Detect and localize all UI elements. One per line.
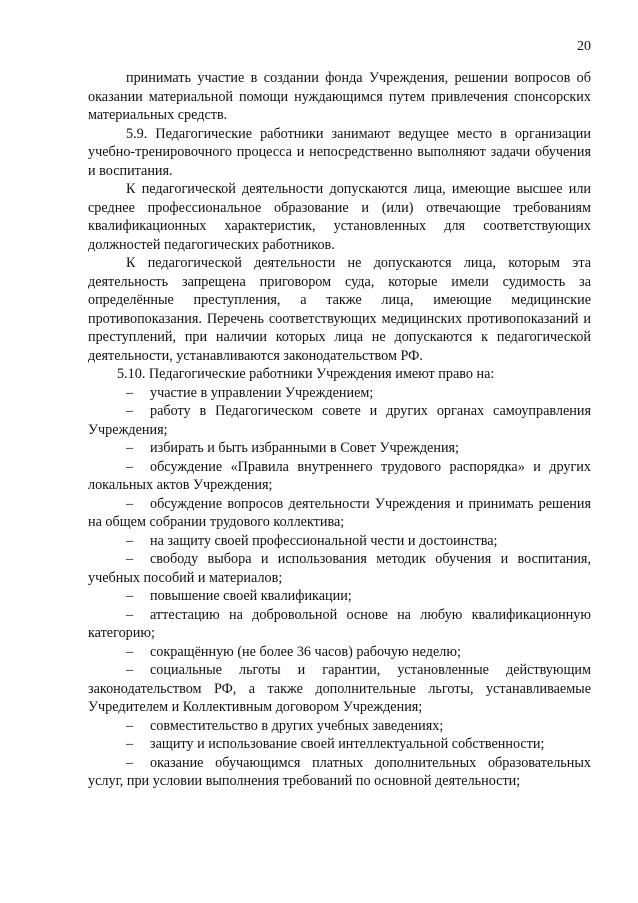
list-item: [88, 717, 591, 736]
list-item-text: защиту и использование своей интеллектуальной собственности;: [150, 736, 545, 752]
dash-bullet: –: [126, 440, 134, 456]
paragraph-restrictions: К педагогической деятельности не допускаются лица, которым эта деятельность запрещена приговором суда, которые имели судимость за определённые преступления, а также лица, имеющие медицинские противопоказания. Перечень соответствующих медицинских противопоказаний и преступлений, при наличии которых лица не допускаются к педагогической деятельности, устанавливаются законодательством РФ.: [88, 255, 591, 364]
list-item-text: социальные льготы и гарантии, установленные действующим законодательством РФ, а также дополнительные льготы, устанавливаемые Учредителем и Коллективным договором Учреждения;: [88, 662, 591, 715]
list-item: [88, 384, 591, 403]
list-item: [88, 532, 591, 551]
dash-bullet: –: [126, 588, 134, 604]
list-item: [88, 754, 591, 791]
dash-bullet: –: [126, 551, 134, 567]
list-item-text: сокращённую (не более 36 часов) рабочую неделю;: [150, 643, 461, 660]
list-item-text: свободу выбора и использования методик обучения и воспитания, учебных пособий и материалов;: [88, 551, 591, 586]
dash-bullet: –: [126, 643, 134, 660]
dash-bullet: –: [126, 717, 134, 734]
list-item-text: обсуждение вопросов деятельности Учреждения и принимать решения на общем собрании трудового коллектива;: [88, 495, 591, 530]
list-item-text: обсуждение «Правила внутреннего трудового распорядка» и других локальных актов Учреждения;: [88, 458, 591, 493]
dash-bullet: –: [126, 384, 134, 401]
list-item: [88, 402, 591, 439]
list-item-text: на защиту своей профессиональной чести и достоинства;: [150, 532, 498, 549]
list-item-text: совместительство в других учебных заведениях;: [150, 717, 444, 734]
list-item-text: избирать и быть избранными в Совет Учреждения;: [150, 440, 460, 456]
paragraph-admission: К педагогической деятельности допускаются лица, имеющие высшее или среднее профессиональное образование и (или) отвечающие требованиям квалификационных характеристик, установленных для соответствующих должностей педагогических работников.: [88, 181, 591, 253]
paragraph-continuation: принимать участие в создании фонда Учреждения, решении вопросов об оказании материальной помощи нуждающимся путем привлечения спонсорских материальных средств.: [88, 70, 591, 123]
paragraph-5-9: 5.9. Педагогические работники занимают ведущее место в организации учебно-тренировочного процесса и непосредственно выполняют задачи обучения и воспитания.: [88, 125, 591, 179]
dash-bullet: –: [126, 754, 134, 771]
list-item: [88, 439, 591, 458]
dash-bullet: –: [126, 532, 134, 549]
list-item: [88, 550, 591, 587]
list-item: [88, 735, 591, 754]
rights-list: [88, 384, 591, 791]
list-item-text: аттестацию на добровольной основе на любую квалификационную категорию;: [88, 606, 591, 641]
list-item: [88, 661, 591, 717]
document-body: [88, 69, 591, 791]
list-item: [88, 495, 591, 532]
page-number: 20: [577, 39, 591, 54]
dash-bullet: –: [126, 736, 134, 752]
list-item-text: оказание обучающимся платных дополнительных образовательных услуг, при условии выполнения требований по основной деятельности;: [88, 754, 591, 789]
paragraph-5-10: 5.10. Педагогические работники Учреждения имеют право на:: [117, 366, 495, 382]
list-item-text: участие в управлении Учреждением;: [150, 384, 374, 401]
list-item: [88, 587, 591, 606]
dash-bullet: –: [126, 662, 134, 678]
list-item-text: повышение своей квалификации;: [150, 588, 352, 604]
list-item-text: работу в Педагогическом совете и других органах самоуправления Учреждения;: [88, 403, 591, 438]
dash-bullet: –: [126, 495, 134, 512]
list-item: [88, 458, 591, 495]
list-item: [88, 643, 591, 662]
list-item: [88, 606, 591, 643]
dash-bullet: –: [126, 458, 134, 475]
dash-bullet: –: [126, 403, 134, 419]
dash-bullet: –: [126, 606, 134, 623]
